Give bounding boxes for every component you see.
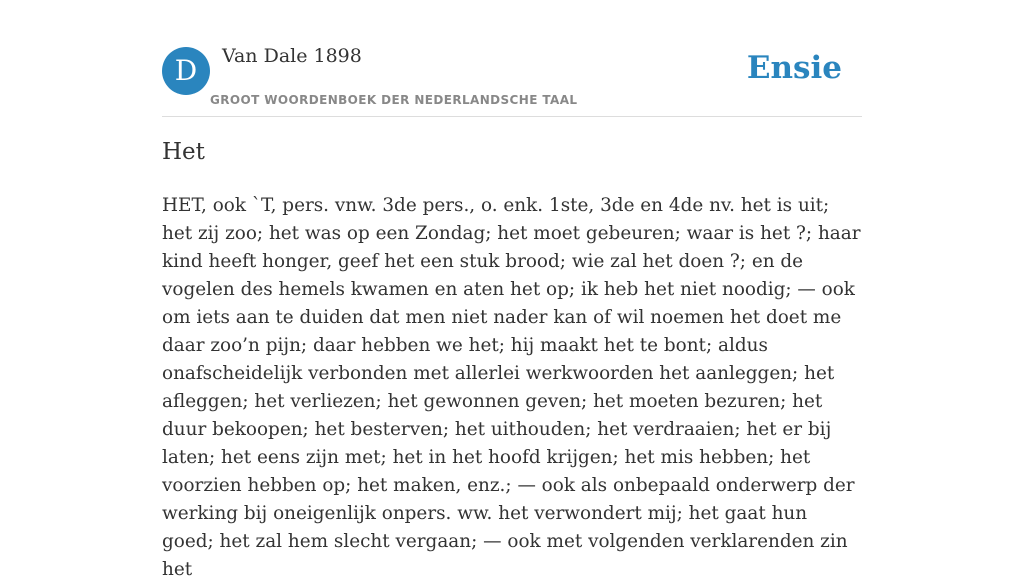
entry-headword: Het — [162, 139, 205, 165]
dictionary-subtitle: GROOT WOORDENBOEK DER NEDERLANDSCHE TAAL — [210, 93, 578, 107]
entry-definition: HET, ook `T, pers. vnw. 3de pers., o. enk. 1ste, 3de en 4de nv. het is uit; het zij zoo; het was op een Zondag; het moet gebeuren; waar is het ?; haar kind heeft honger, geef het een stuk brood; wie zal het doen ?; en de vogelen des hemels kwamen en aten het op; ik heb het niet noodig; — ook om iets aan te duiden dat men niet nader kan of wil noemen het doet me daar zoo’n pijn; daar hebben we het; hij maakt het te bont; aldus onafscheidelijk verbonden met allerlei werkwoorden het aanleggen; het afleggen; het verliezen; het gewonnen geven; het moeten bezuren; het duur bekoopen; het besterven; het uithouden; het verdraaien; het er bij laten; het eens zijn met; het in het hoofd krijgen; het mis hebben; het voorzien hebben op; het maken, enz.; — ook als onbepaald onderwerp der werking bij oneigenlijk onpers. ww. het verwondert mij; het gaat hun goed; het zal hem slecht vergaan; — ook met volgenden verklarenden zin het — [162, 195, 861, 580]
site-header — [162, 0, 862, 117]
dictionary-logo[interactable]: D — [162, 47, 210, 95]
brand-logo[interactable]: Ensie — [746, 50, 842, 86]
page — [162, 0, 862, 580]
dictionary-title[interactable]: Van Dale 1898 — [222, 45, 362, 67]
